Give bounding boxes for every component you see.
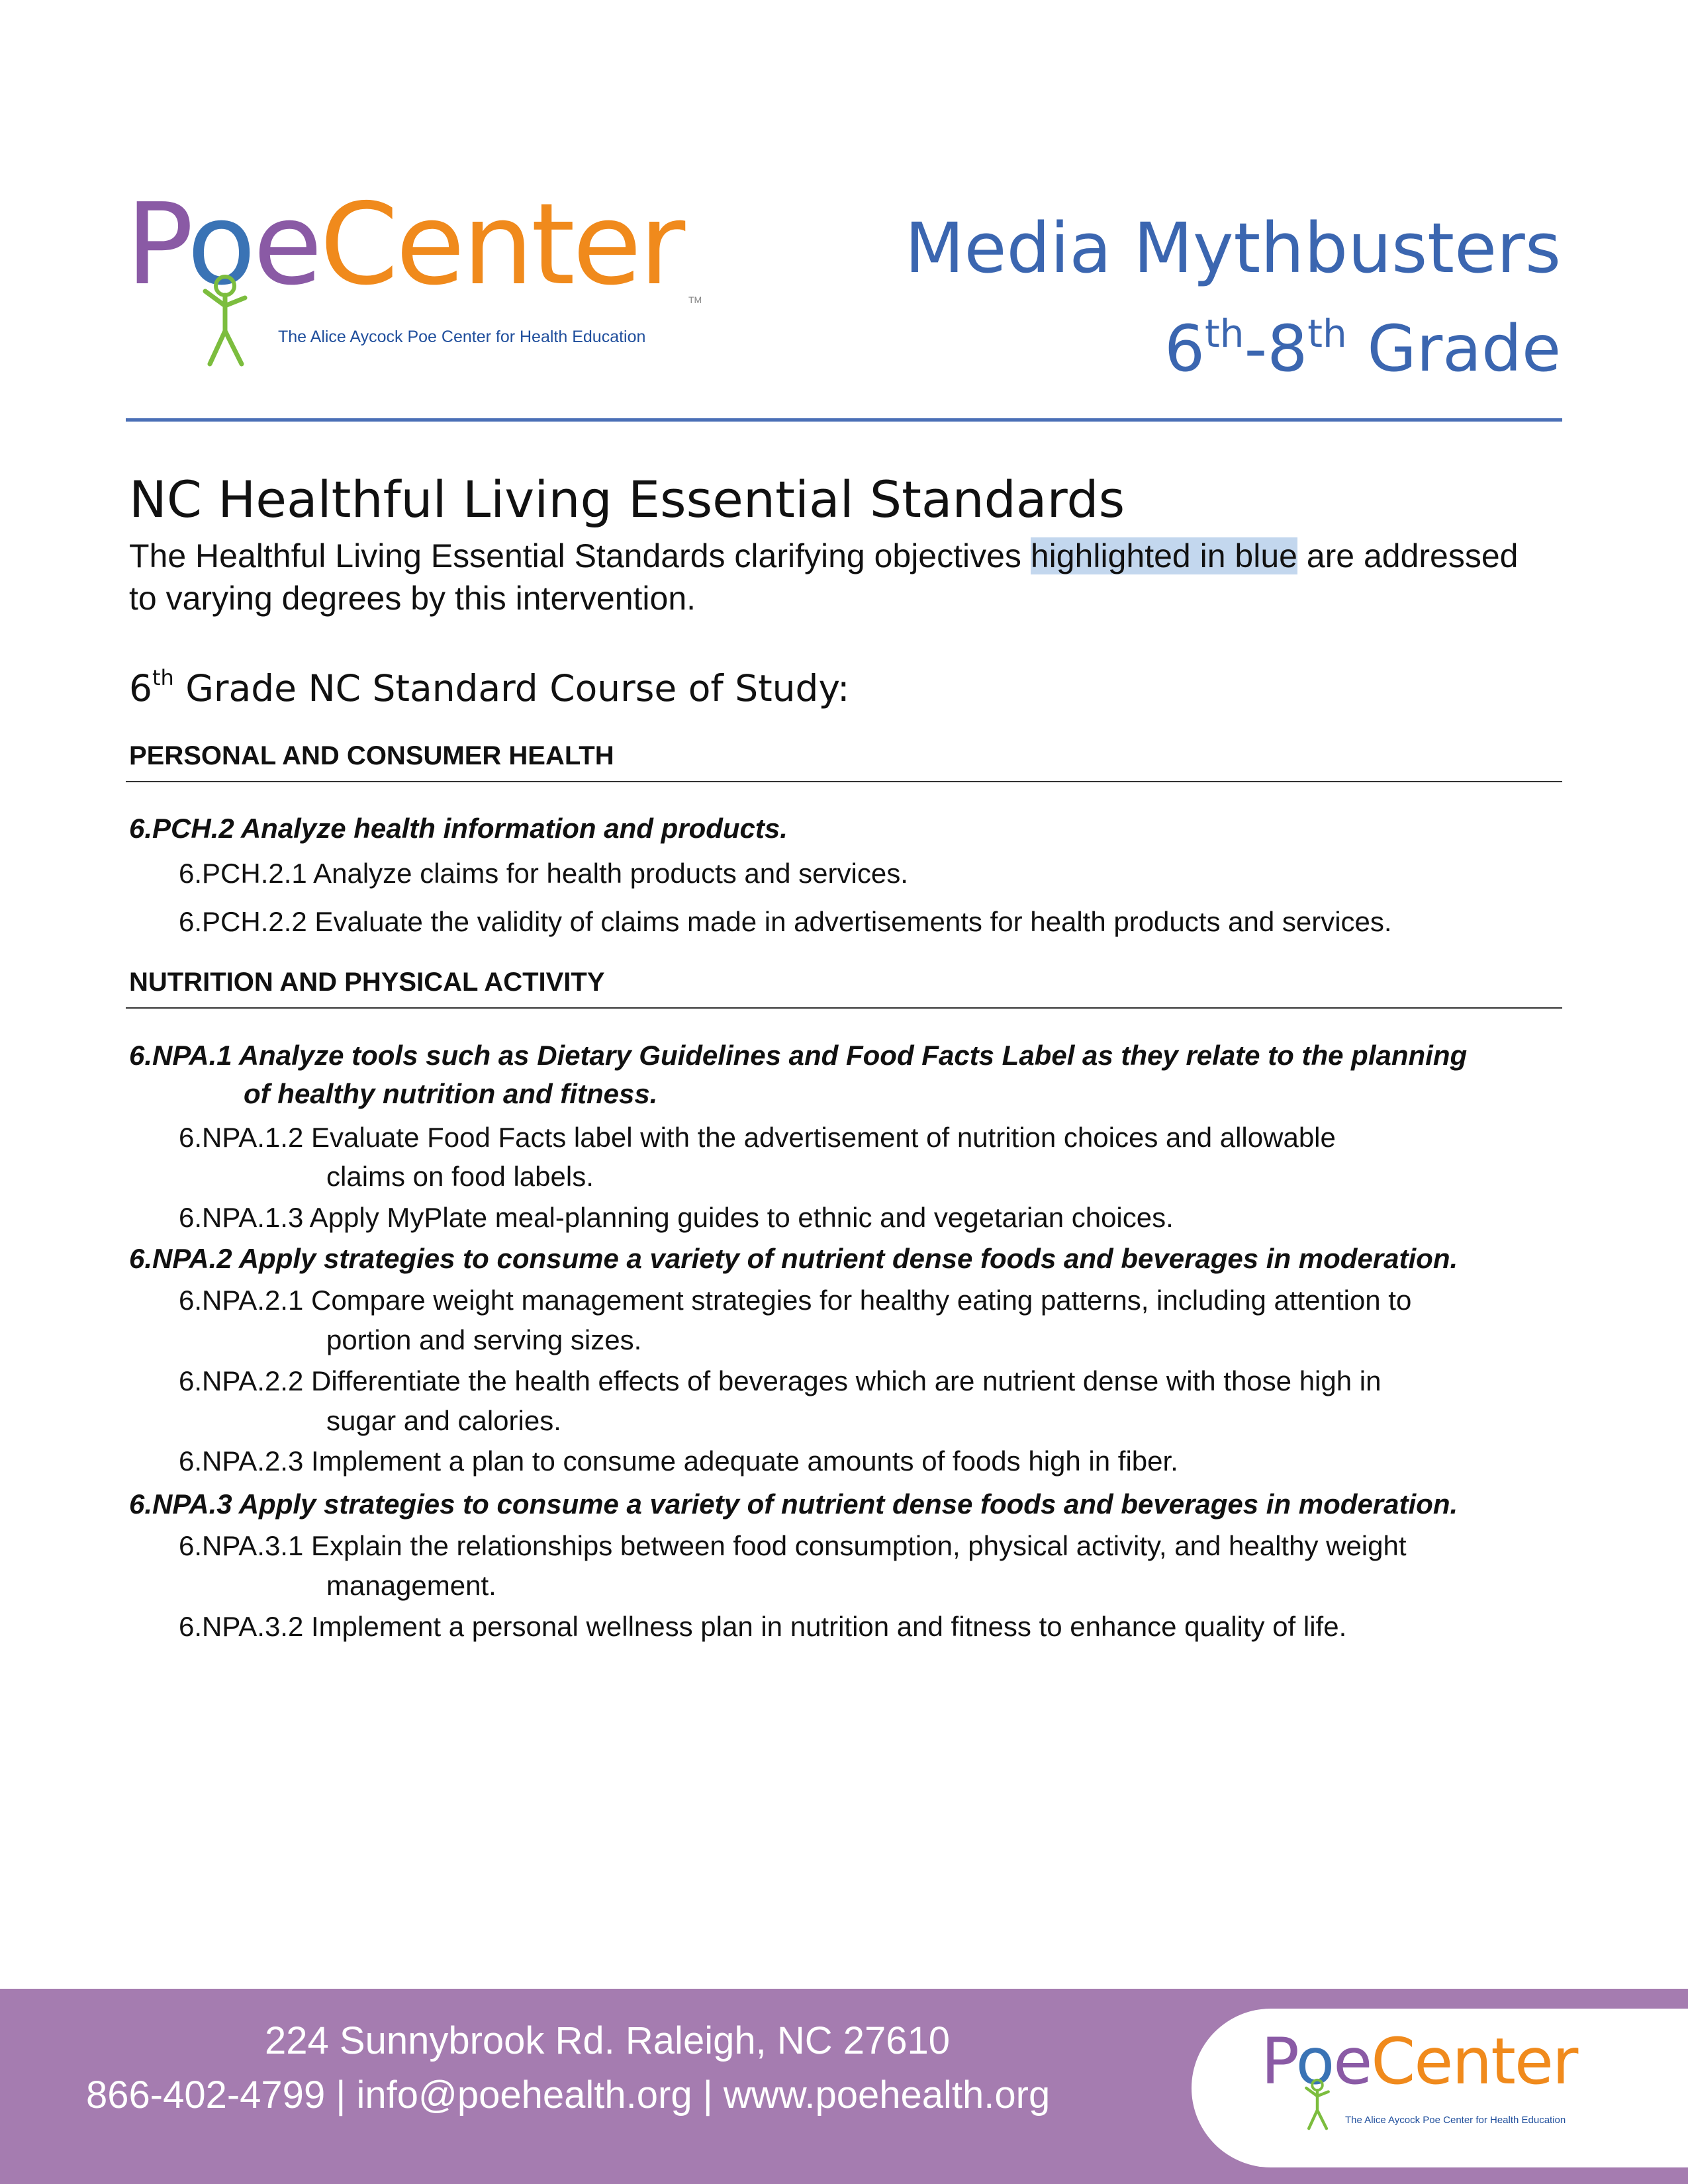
section-divider — [126, 781, 1562, 782]
objective-npa-1: 6.NPA.1 Analyze tools such as Dietary Guidelines and Food Facts Label as they relate to the planning — [129, 1040, 1468, 1071]
document-title — [905, 205, 1561, 391]
objective-pch-2-1: 6.PCH.2.1 Analyze claims for health products and services. — [179, 858, 908, 889]
title-line1: Media Mythbusters — [904, 208, 1561, 289]
section-divider — [126, 1007, 1562, 1009]
grade-word: Grade — [1367, 312, 1561, 386]
standards-intro — [129, 535, 1552, 619]
objective-npa-2-1: 6.NPA.2.1 Compare weight management strategies for healthy eating patterns, including attention to — [179, 1285, 1412, 1316]
logo-letter: P — [1261, 2025, 1296, 2099]
logo-letter: e — [1333, 2025, 1372, 2099]
objective-npa-1-3: 6.NPA.1.3 Apply MyPlate meal-planning guides to ethnic and vegetarian choices. — [179, 1202, 1174, 1233]
objective-npa-1-2: 6.NPA.1.2 Evaluate Food Facts label with the advertisement of nutrition choices and allowable — [179, 1122, 1336, 1153]
logo-letter: o — [1295, 2025, 1334, 2099]
intro-text-end: are addressed to varying degrees by this intervention. — [129, 537, 1519, 617]
objective-npa-1-cont: of healthy nutrition and fitness. — [244, 1078, 658, 1109]
logo-letter: e — [253, 179, 320, 310]
grade-start-sup: th — [1205, 311, 1244, 356]
logo-trademark: TM — [688, 295, 702, 305]
objective-npa-1-2-cont: claims on food labels. — [326, 1161, 594, 1192]
logo-letter: t — [531, 179, 573, 310]
objective-npa-3-2: 6.NPA.3.2 Implement a personal wellness plan in nutrition and fitness to enhance quality of life. — [179, 1611, 1347, 1642]
course-grade-num: 6 — [129, 667, 152, 709]
intro-text: The Healthful Living Essential Standards clarifying objectives — [129, 537, 1031, 574]
objective-npa-2-2-cont: sugar and calories. — [326, 1405, 561, 1436]
header-divider — [126, 418, 1562, 422]
logo-letter: n — [462, 179, 532, 310]
footer-contact: 866-402-4799 | info@poehealth.org | www.poehealth.org — [86, 2073, 1051, 2116]
course-of-study-heading — [129, 665, 850, 709]
grade-end-sup: th — [1307, 311, 1347, 356]
course-grade-sup: th — [152, 665, 174, 690]
logo-letter: t — [1491, 2025, 1515, 2099]
objective-npa-2-3: 6.NPA.2.3 Implement a plan to consume adequate amounts of foods high in fiber. — [179, 1445, 1178, 1477]
standards-heading: NC Healthful Living Essential Standards — [129, 470, 1125, 529]
objective-npa-2: 6.NPA.2 Apply strategies to consume a variety of nutrient dense foods and beverages in moderation. — [129, 1243, 1458, 1274]
logo-letter: r — [1552, 2025, 1577, 2099]
logo-tagline: The Alice Aycock Poe Center for Health Education — [278, 328, 646, 346]
objective-pch-2: 6.PCH.2 Analyze health information and products. — [129, 813, 788, 844]
grade-end: 8 — [1267, 312, 1308, 386]
logo-letter: C — [1371, 2025, 1415, 2099]
objective-pch-2-2: 6.PCH.2.2 Evaluate the validity of claims made in advertisements for health products and services. — [179, 906, 1392, 937]
objective-npa-2-2: 6.NPA.2.2 Differentiate the health effects of beverages which are nutrient dense with those high in — [179, 1365, 1382, 1396]
stick-figure-icon — [195, 271, 255, 371]
footer-stick-figure-icon — [1301, 2075, 1334, 2134]
logo-letter: n — [1452, 2025, 1491, 2099]
logo-letter: o — [187, 179, 254, 310]
title-grade-range — [905, 291, 1561, 391]
logo-letter: e — [1414, 2025, 1452, 2099]
objective-npa-3-1-cont: management. — [326, 1570, 496, 1601]
section-heading-npa: NUTRITION AND PHYSICAL ACTIVITY — [129, 968, 605, 997]
logo-letter: P — [126, 179, 187, 310]
footer-logo-badge — [1192, 2009, 1688, 2167]
logo-letter: e — [572, 179, 639, 310]
course-title-text: Grade NC Standard Course of Study: — [173, 667, 850, 709]
poe-center-logo — [126, 179, 735, 387]
logo-letter: e — [395, 179, 463, 310]
objective-npa-3-1: 6.NPA.3.1 Explain the relationships between food consumption, physical activity, and healthy weight — [179, 1530, 1407, 1561]
footer-logo-tagline: The Alice Aycock Poe Center for Health Education — [1345, 2115, 1566, 2126]
grade-dash: - — [1244, 312, 1268, 386]
footer-address: 224 Sunnybrook Rd. Raleigh, NC 27610 — [265, 2019, 950, 2062]
section-heading-pch: PERSONAL AND CONSUMER HEALTH — [129, 741, 614, 770]
objective-npa-2-1-cont: portion and serving sizes. — [326, 1324, 642, 1355]
objective-npa-3: 6.NPA.3 Apply strategies to consume a variety of nutrient dense foods and beverages in moderation. — [129, 1488, 1458, 1520]
logo-letter: r — [639, 179, 683, 310]
logo-letter: e — [1514, 2025, 1552, 2099]
grade-start: 6 — [1164, 312, 1205, 386]
logo-letter: C — [320, 179, 396, 310]
intro-highlight: highlighted in blue — [1030, 537, 1297, 574]
